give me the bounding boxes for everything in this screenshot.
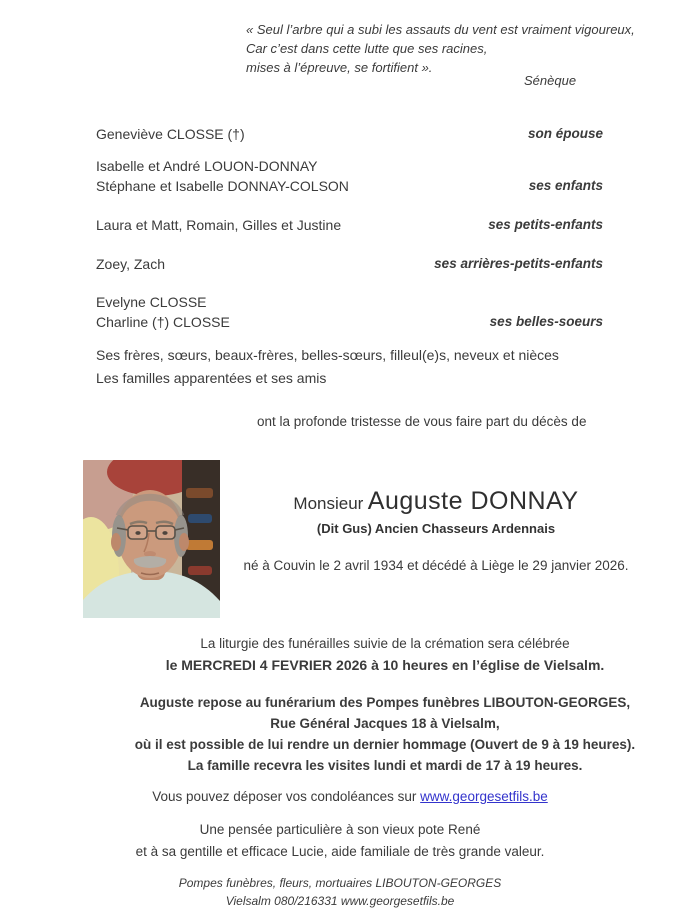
quote-line: mises à l’épreuve, se fortifient ». (246, 60, 433, 75)
extended-family-block (96, 344, 559, 389)
quote-author: Sénèque (524, 73, 577, 88)
family-names: Evelyne CLOSSE (96, 294, 207, 310)
deceased-title-prefix: Monsieur (293, 494, 364, 513)
tribute-line: Une pensée particulière à son vieux pote René (199, 822, 481, 837)
condolences-line (20, 789, 680, 804)
quote-line: Car c’est dans cette lutte que ses racines, (246, 41, 488, 56)
ceremony-block (95, 633, 675, 676)
deceased-subtitle: (Dit Gus) Ancien Chasseurs Ardennais (316, 521, 556, 536)
family-group-great-grandchildren (96, 254, 165, 274)
relation-sisters-in-law: ses belles-soeurs (489, 314, 603, 329)
deceased-name-line (222, 486, 650, 520)
quote-block (246, 20, 635, 77)
family-group-spouse (96, 124, 245, 144)
repose-line: où il est possible de lui rendre un dernier hommage (Ouvert de 9 à 19 heures). (134, 737, 636, 752)
extended-family-line: Ses frères, sœurs, beaux-frères, belles-sœurs, filleul(e)s, neveux et nièces (96, 347, 559, 363)
deceased-life-dates: né à Couvin le 2 avril 1934 et décédé à Liège le 29 janvier 2026. (243, 558, 629, 573)
tribute-line: et à sa gentille et efficace Lucie, aide familiale de très grande valeur. (135, 843, 545, 859)
portrait-photo (83, 460, 220, 618)
deceased-name: Auguste DONNAY (367, 487, 579, 515)
family-group-children (96, 156, 349, 196)
family-names: Charline (†) CLOSSE (96, 314, 230, 330)
family-names: Stéphane et Isabelle DONNAY-COLSON (96, 178, 349, 194)
repose-block (95, 692, 675, 776)
extended-family-line: Les familles apparentées et ses amis (96, 369, 327, 386)
relation-great-grandchildren: ses arrières-petits-enfants (434, 256, 603, 271)
ceremony-line: La liturgie des funérailles suivie de la crémation sera célébrée (200, 636, 570, 651)
family-names: Geneviève CLOSSE (†) (96, 126, 245, 142)
relation-children: ses enfants (528, 178, 603, 193)
condolences-website-link[interactable]: www.georgesetfils.be (420, 789, 548, 804)
tribute-block (0, 819, 680, 862)
condolences-text: Vous pouvez déposer vos condoléances sur (152, 789, 421, 804)
announcement-line: ont la profonde tristesse de vous faire part du décès de (257, 414, 587, 429)
quote-line: « Seul l’arbre qui a subi les assauts du vent est vraiment vigoureux, (246, 22, 635, 37)
family-names: Laura et Matt, Romain, Gilles et Justine (96, 217, 342, 233)
repose-line: Auguste repose au funérarium des Pompes funèbres LIBOUTON-GEORGES, (139, 695, 631, 710)
family-names: Zoey, Zach (96, 256, 165, 272)
footer-line: Vielsalm 080/216331 www.georgesetfils.be (225, 893, 455, 908)
footer-line: Pompes funèbres, fleurs, mortuaires LIBOUTON-GEORGES (178, 876, 502, 890)
repose-line: La famille recevra les visites lundi et mardi de 17 à 19 heures. (187, 758, 583, 773)
relation-spouse: son épouse (527, 126, 603, 141)
family-group-sisters-in-law (96, 292, 230, 332)
family-names: Isabelle et André LOUON-DONNAY (96, 158, 318, 174)
family-group-grandchildren (96, 215, 341, 235)
ceremony-date-line: le MERCREDI 4 FEVRIER 2026 à 10 heures en l’église de Vielsalm. (165, 656, 605, 673)
deceased-title-block (222, 486, 650, 573)
repose-line: Rue Général Jacques 18 à Vielsalm, (270, 716, 500, 731)
funeral-home-footer (0, 875, 680, 910)
relation-grandchildren: ses petits-enfants (488, 217, 603, 232)
